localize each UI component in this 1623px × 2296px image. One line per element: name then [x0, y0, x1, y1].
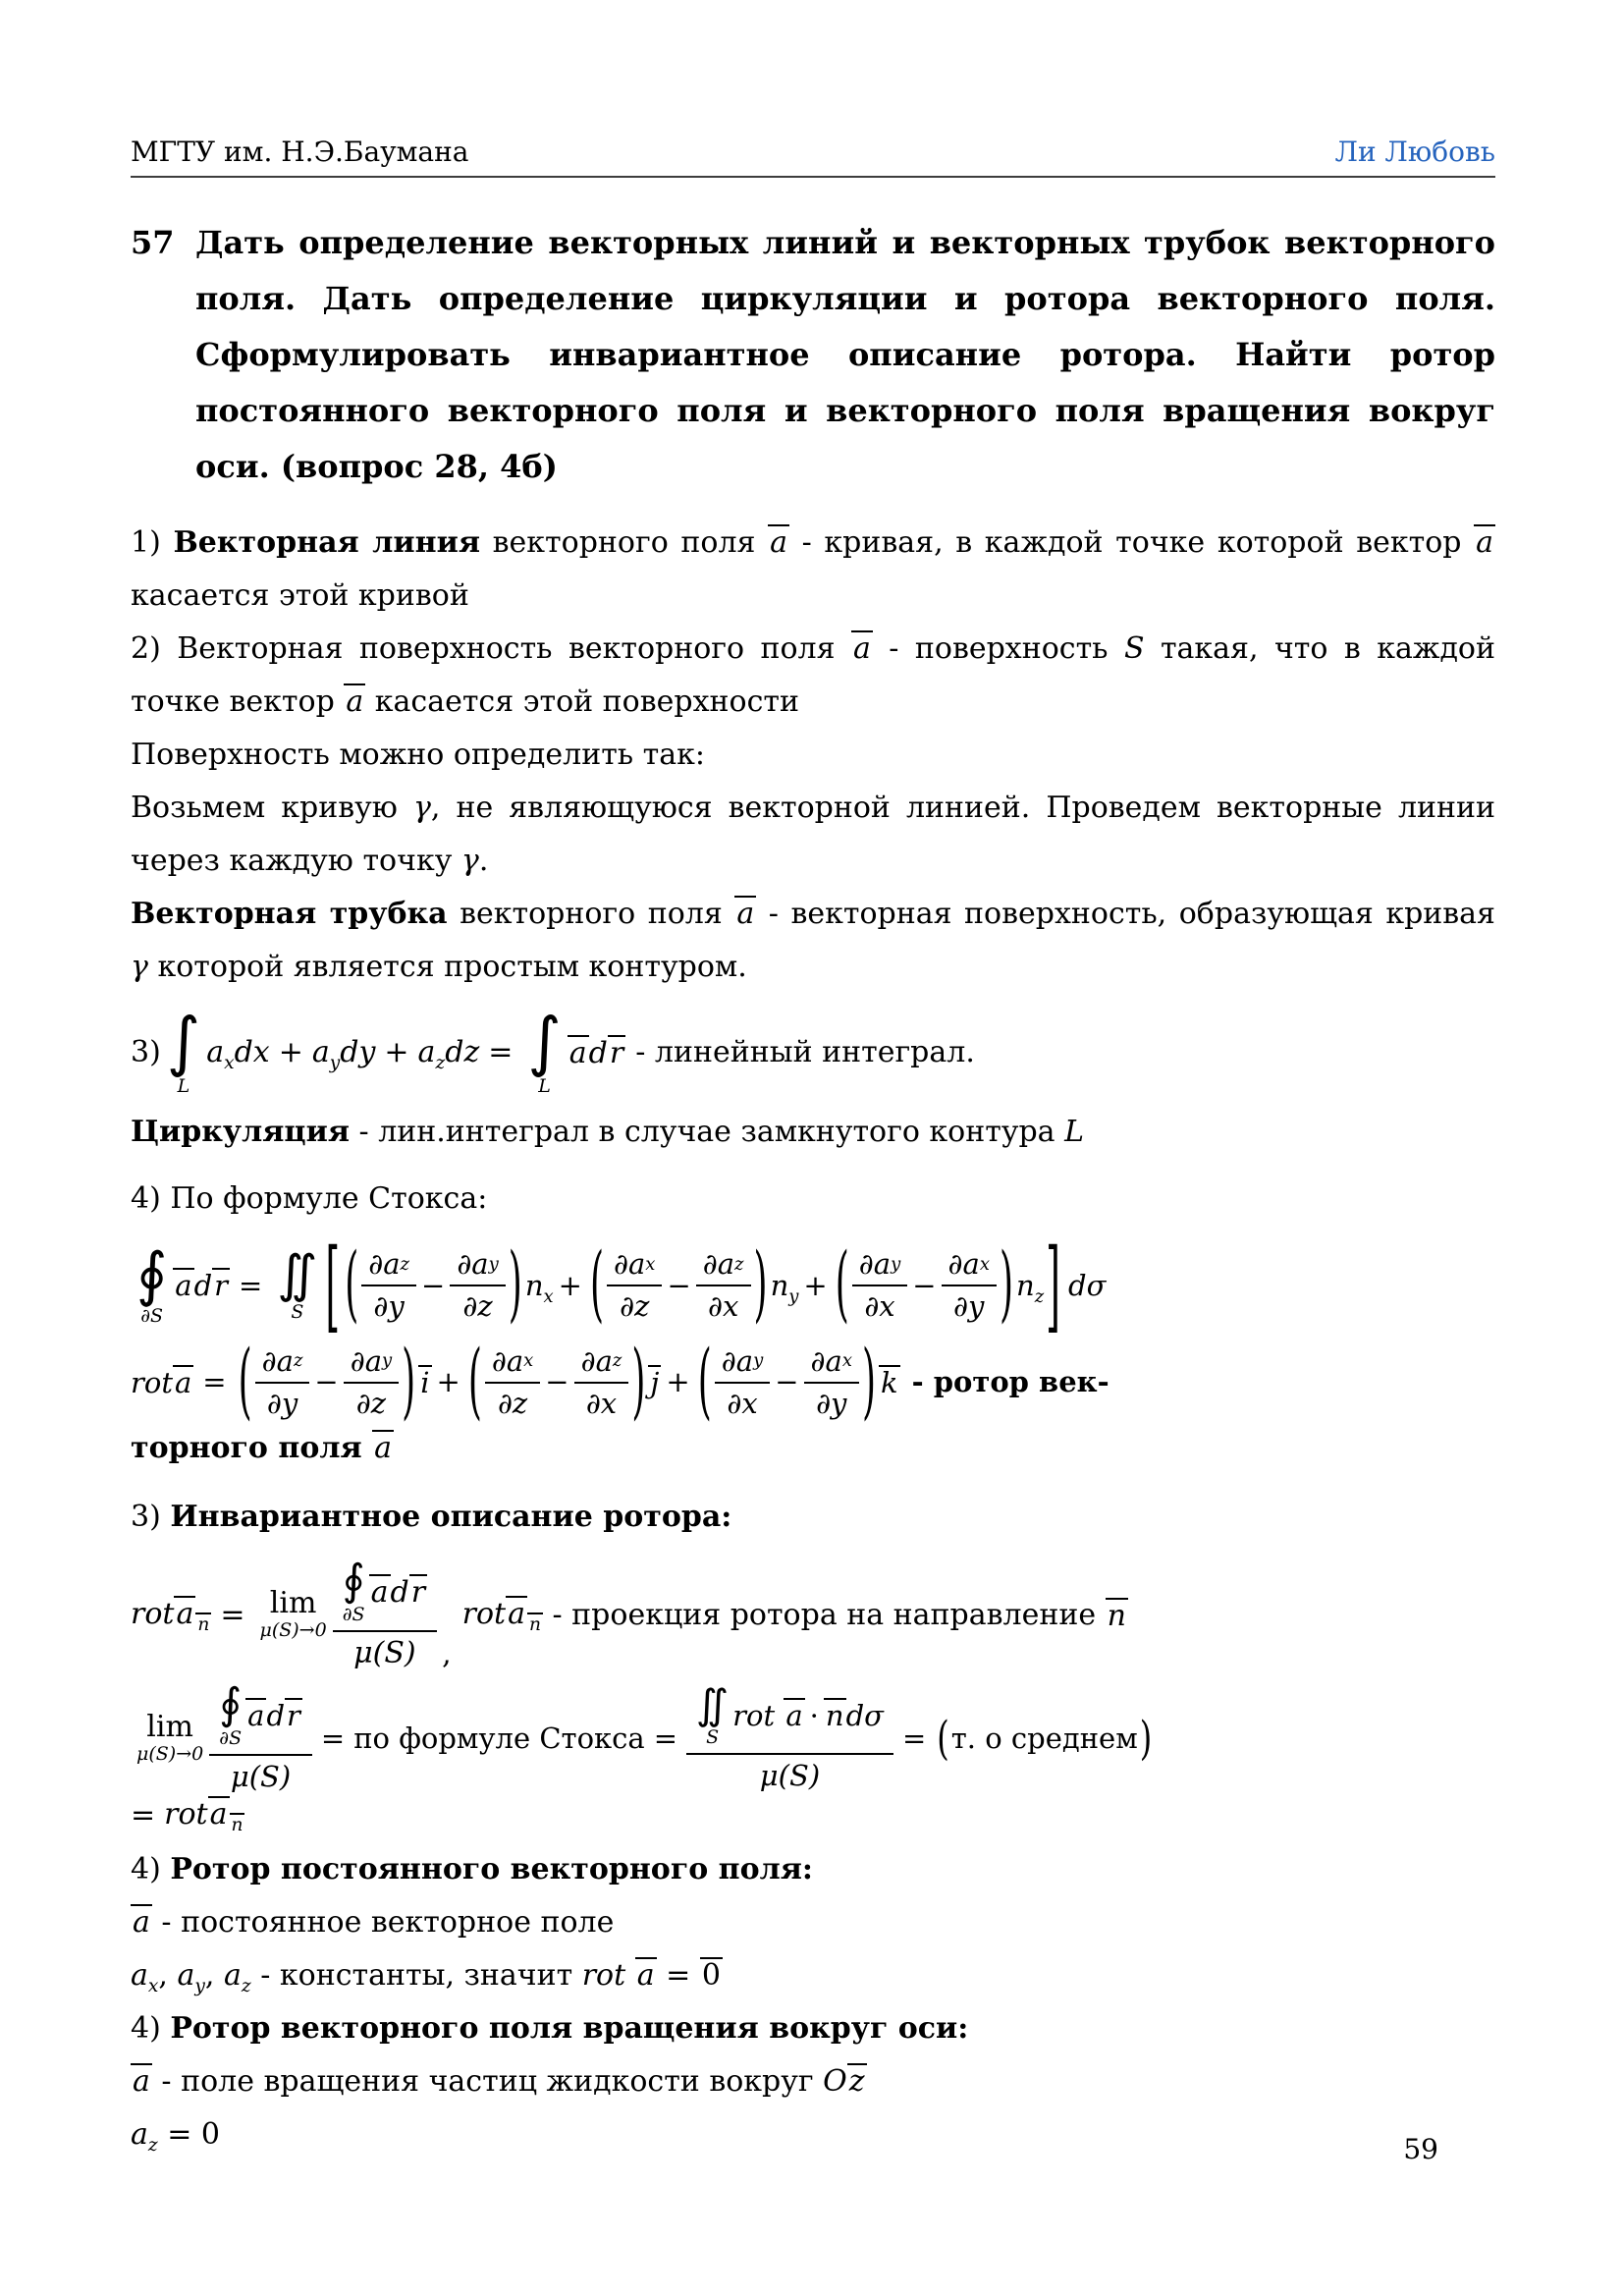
term-vector-line: Векторная линия [173, 524, 481, 560]
fraction: ∂a y ∂x [852, 1246, 907, 1324]
def-vector-tube [131, 888, 1495, 994]
vector-a: a [374, 1431, 392, 1466]
integral-icon: ∫ [527, 1003, 562, 1079]
integral-over-L [166, 1003, 201, 1097]
rot-a-n: rota $_n$ [131, 1596, 210, 1635]
unit-k: k [881, 1366, 898, 1400]
right-paren: ) [753, 1237, 768, 1333]
integral-limit: L [177, 1074, 190, 1097]
surface-S: S [1123, 630, 1145, 666]
heading-text: Инвариантное описание ротора: [170, 1500, 732, 1535]
iint-icon: ∬ [696, 1680, 730, 1729]
stokes-intro: 4) По формуле Стокса: [131, 1180, 488, 1216]
formula-mean-value: lim μ(S)→0 ∮ ∂S adr μ(S) = по формуле Стокса = ∬ S rot a · ndσ μ(S) = ( т. о среднем ) [136, 1679, 1153, 1794]
text-run: - кривая, в каждой точке которой вектор [788, 524, 1475, 560]
fraction: ∂a y ∂z [344, 1343, 399, 1421]
integral-limit: L [538, 1074, 551, 1097]
surface-note: Поверхность можно определить так: [131, 737, 705, 772]
text-run: касается этой поверхности [365, 683, 799, 719]
surface-fraction: ∬ S rot a · ndσ μ(S) [686, 1682, 893, 1793]
formula-line-integral [131, 1003, 1495, 1097]
oint-icon: ∮ [136, 1239, 168, 1309]
axis-z-bar: z [848, 2063, 865, 2099]
def-vector-surface [131, 623, 1495, 729]
vector-a: a [133, 2063, 150, 2099]
left-paren: ( [467, 1334, 482, 1430]
left-paren: ( [345, 1237, 359, 1333]
page-header [131, 136, 1495, 178]
formula-caption: - линейный интеграл. [635, 1035, 975, 1070]
fraction: ∂a z ∂x [574, 1343, 629, 1421]
item-number: 3) [131, 1500, 171, 1535]
fraction: ∂a x ∂z [607, 1246, 662, 1324]
item-number: 1) [131, 524, 174, 560]
gamma-construction [131, 782, 1495, 888]
fraction: ∂a z ∂y [361, 1246, 416, 1324]
right-paren: ) [402, 1334, 416, 1430]
left-paren: ( [238, 1334, 252, 1430]
projection-caption: - проекция ротора на направление [542, 1597, 1106, 1632]
formula-rotor-projection: rota $_n$ = lim μ(S)→0 ∮ ∂S adr μ(S) , rota $_n$ - проекция ротора на направление n [131, 1556, 1126, 1672]
text-run: векторного поля [480, 524, 769, 560]
vector-a: a [852, 630, 871, 666]
question-number: 57 [131, 224, 175, 261]
right-paren: ) [861, 1334, 877, 1430]
vector-a: a [770, 524, 787, 560]
vector-a: a [736, 896, 755, 931]
limit-fraction: ∮ ∂S adr μ(S) [333, 1558, 437, 1671]
fraction: ∂a y ∂x [715, 1343, 770, 1421]
rotor-caption-1: - ротор век- [911, 1365, 1109, 1399]
unit-j: j [650, 1366, 660, 1400]
text-run: - постоянное векторное поле [151, 1904, 615, 1940]
gamma-symbol: γ [412, 790, 431, 825]
page-content [131, 136, 1495, 2161]
gamma-symbol: γ [131, 949, 148, 984]
n-z: $n_z$ [1016, 1268, 1045, 1307]
unit-i: i [420, 1366, 430, 1400]
text-run: . [478, 843, 489, 878]
text-run: - поверхность [872, 630, 1124, 666]
term-vector-tube: Векторная трубка [131, 896, 448, 931]
contour-integral [136, 1239, 168, 1327]
def-circulation [131, 1106, 1495, 1159]
text-run: такая, что в каждой точке вектор [131, 630, 1495, 719]
limit: lim μ(S)→0 [259, 1586, 327, 1642]
surface-integral [277, 1244, 318, 1323]
integral-over-L [527, 1003, 562, 1097]
right-paren: ) [631, 1334, 646, 1430]
heading-text: Ротор постоянного векторного поля: [170, 1851, 814, 1886]
text-run: - константы, значит [250, 1957, 582, 1993]
text-run: , не являющуюся векторной линией. Проведем векторные линии через каждую точку [131, 790, 1495, 878]
constant-field-line [131, 1896, 1495, 1949]
az-zero-line: $a_z = 0$ [131, 2116, 220, 2156]
text-run: - лин.интеграл в случае замкнутого контура [349, 1114, 1065, 1149]
item-number: 3) [131, 1035, 161, 1070]
institution-name: МГТУ им. Н.Э.Баумана [131, 136, 469, 168]
heading-rotor-rotation [131, 2002, 1495, 2055]
integral-icon: ∫ [166, 1003, 201, 1079]
dsigma: dσ [1068, 1268, 1107, 1302]
right-bracket: ] [1046, 1228, 1060, 1343]
limit: lim μ(S)→0 [136, 1709, 204, 1765]
fraction: ∂a z ∂x [696, 1246, 751, 1324]
vector-a: a [636, 1957, 655, 1993]
fraction: ∂a y ∂z [450, 1246, 505, 1324]
text-run: Возьмем кривую [131, 790, 413, 825]
def-vector-line [131, 517, 1495, 623]
n-x: $n_x$ [524, 1268, 554, 1307]
rotation-field-line [131, 2055, 1495, 2108]
rot-a-n: rota $_n$ [461, 1596, 541, 1635]
author-link[interactable]: Ли Любовь [1334, 136, 1495, 168]
left-paren: ( [697, 1334, 712, 1430]
vector-a: a [133, 1904, 150, 1940]
iint-icon: ∬ [277, 1244, 318, 1304]
left-bracket: [ [325, 1228, 341, 1343]
constants-line: $a_x$, $a_y$, $a_z$ - константы, значит rot a = 0 [131, 1957, 721, 1996]
zero-vector: 0 [701, 1957, 721, 1993]
iint-limit: S [291, 1300, 304, 1323]
text-run: 2) Векторная поверхность векторного поля [131, 630, 851, 666]
heading-text: Ротор векторного поля вращения вокруг оси: [170, 2010, 969, 2046]
fraction: ∂a x ∂y [942, 1246, 997, 1324]
oint-icon: ∮ [219, 1679, 243, 1730]
stokes-reference: по формуле Стокса [353, 1721, 645, 1755]
rot-a: rota [131, 1365, 192, 1399]
formula-rotor: rota = ( ∂a z ∂y − ∂a y ∂z ) i + ( ∂a x ∂z − ∂a z ∂x ) j + ( ∂a y ∂x − ∂a x ∂y ) k - ротор век- [131, 1334, 1109, 1430]
right-paren: ) [999, 1237, 1014, 1333]
page-number: 59 [1403, 2133, 1438, 2165]
fraction: ∂a x ∂z [485, 1343, 540, 1421]
adr-term: adr [175, 1269, 229, 1303]
question-title-block [131, 215, 1495, 495]
gamma-symbol: γ [460, 843, 479, 878]
vector-n: n [1107, 1599, 1126, 1634]
limit-fraction: ∮ ∂S adr μ(S) [209, 1681, 312, 1794]
axis-O: O [823, 2063, 847, 2099]
n-y: $n_y$ [770, 1268, 799, 1307]
left-paren: ( [937, 1711, 949, 1766]
oint-limit: ∂S [140, 1304, 164, 1327]
fraction: ∂a z ∂y [255, 1343, 310, 1421]
text-run: - поле вращения частиц жидкости вокруг [151, 2063, 824, 2099]
item-number: 4) [131, 2010, 171, 2046]
invariant-heading [131, 1491, 1495, 1544]
vector-a: a [346, 683, 364, 719]
term-circulation: Циркуляция [131, 1114, 350, 1149]
left-paren: ( [589, 1237, 604, 1333]
formula-stokes: ∮ ∂S adr = ∬ S [ ( ∂a z ∂y − ∂a y ∂z ) $n_x$ + ( ∂a x ∂z − ∂a z ∂x ) $n_y$ + ( ∂a y ∂x − ∂a x ∂y ) $n_z$ ] dσ [136, 1228, 1107, 1343]
vector-a: a [1476, 524, 1493, 560]
right-paren: ) [508, 1237, 522, 1333]
adr-term: adr [568, 1035, 624, 1070]
right-paren: ) [1139, 1711, 1153, 1766]
heading-rotor-constant [131, 1843, 1495, 1896]
formula-rotor-n-result: = rota $_n$ [131, 1797, 243, 1836]
oint-icon: ∮ [342, 1556, 365, 1607]
mean-theorem-caption: т. о среднем [950, 1721, 1138, 1755]
text-run: которой является простым контуром. [147, 949, 747, 984]
question-title: Дать определение векторных линий и векторных трубок векторного поля. Дать определение циркуляции и ротора векторного поля. Сформулировать инвариантное описание ротора. Найти ротор постоянного векторного поля и векторного поля вращения вокруг оси. (вопрос 28, 4б) [195, 224, 1495, 485]
integrand: $a_xdx + a_ydy + a_zdz$ = [206, 1035, 514, 1074]
text-run: векторного поля [447, 896, 735, 931]
text-run: = 0 [157, 2116, 220, 2152]
text-run: касается этой кривой [131, 577, 469, 613]
rotor-caption-2: торного поля a [131, 1431, 392, 1466]
left-paren: ( [835, 1237, 849, 1333]
item-number: 4) [131, 1851, 171, 1886]
fraction: ∂a x ∂y [804, 1343, 859, 1421]
text-run: - векторная поверхность, образующая кривая [756, 896, 1495, 931]
rot-a-n: rota $_n$ [164, 1797, 243, 1836]
contour-L: L [1064, 1114, 1085, 1149]
